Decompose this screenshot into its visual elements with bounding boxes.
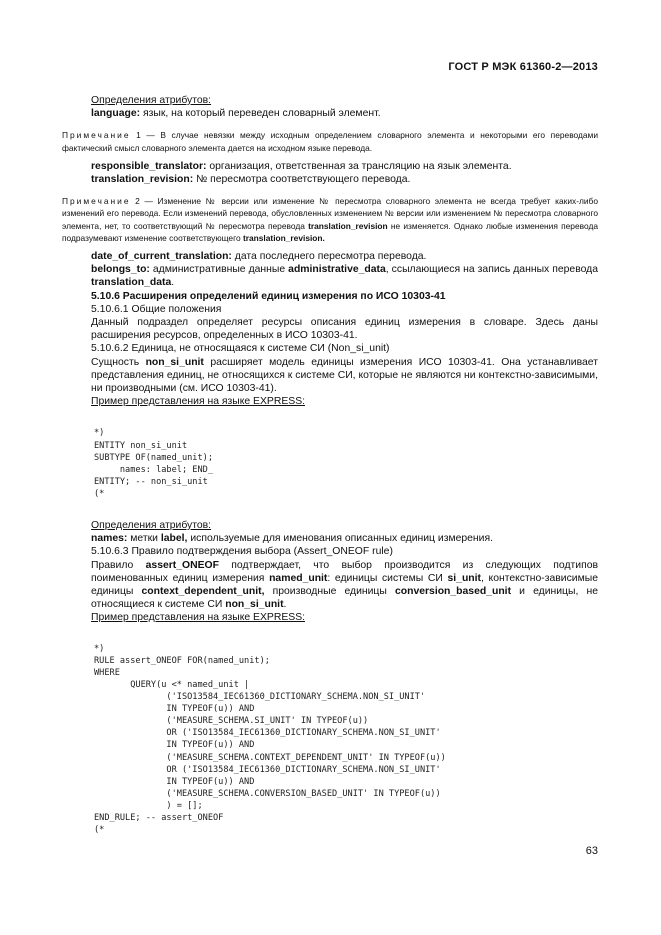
code-line: ENTITY; -- non_si_unit xyxy=(94,476,208,487)
page-number: 63 xyxy=(585,845,598,857)
code-line: OR ('ISO13584_IEC61360_DICTIONARY_SCHEMA.NON_SI_UNIT' xyxy=(94,728,441,739)
code-line: (* xyxy=(94,825,105,836)
section-heading-5-10-6: 5.10.6 Расширения определений единиц измерения по ИСО 10303-41 xyxy=(91,290,446,302)
subsection-5-10-6-1: 5.10.6.1 Общие положения xyxy=(91,303,222,315)
note-1: Примечание 1 — В случае невязки между исходным определением словарного элемента и некоторыми его переводами фактический смысл словарного элемента дается на исходном языке перевода. xyxy=(62,130,598,153)
attribute-definitions-title-2: Определения атрибутов: xyxy=(91,520,212,532)
names-definition: names: метки label, используемые для именования описанных единиц измерения. xyxy=(91,533,493,545)
code-line: IN TYPEOF(u)) AND xyxy=(94,740,255,751)
express-example-title-2: Пример представления на языке EXPRESS: xyxy=(91,612,306,624)
code-line: ('ISO13584_IEC61360_DICTIONARY_SCHEMA.NON_SI_UNIT' xyxy=(94,692,426,703)
code-line: RULE assert_ONEOF FOR(named_unit); xyxy=(94,655,270,666)
code-line: END_RULE; -- assert_ONEOF xyxy=(94,812,224,823)
belongs-to-definition: belongs_to: административные данные administrative_data, ссылающиеся на запись данных перевода translation_data. xyxy=(91,264,598,289)
attribute-definitions-title: Определения атрибутов: xyxy=(91,95,212,106)
code-line: ('MEASURE_SCHEMA.SI_UNIT' IN TYPEOF(u)) xyxy=(94,716,369,727)
language-definition: language: язык, на который переведен словарный элемент. xyxy=(91,108,381,120)
subsection-5-10-6-3: 5.10.6.3 Правило подтверждения выбора (Assert_ONEOF rule) xyxy=(91,546,393,558)
subsection-5-10-6-1-text: Данный подраздел определяет ресурсы описания единиц измерения в словаре. Здесь даны расширения ресурсов, определенных в ИСО 10303-41. xyxy=(91,317,598,342)
note-2: Примечание 2 — Изменение № версии или изменение № пересмотра словарного элемента не всегда требует каких-либо изменений его перевода. Если изменений перевода, обусловленных изменением № версии или изменением № пересмотра словарного элемента, нет, то соответствующий № пересмотра перевода translation_revision не изменяется. Однако любые изменения перевода подразумевают изменение соответствующего translation_revision. xyxy=(62,196,598,243)
code-line: *) xyxy=(94,643,105,654)
responsible-translator-definition: responsible_translator: организация, ответственная за трансляцию на язык элемента. xyxy=(91,160,512,172)
code-line: IN TYPEOF(u)) AND xyxy=(94,776,255,787)
express-example-title-1: Пример представления на языке EXPRESS: xyxy=(91,396,306,408)
subsection-5-10-6-2: 5.10.6.2 Единица, не относящаяся к системе СИ (Non_si_unit) xyxy=(91,343,390,355)
code-line: (* xyxy=(94,488,105,499)
express-code-block-2 xyxy=(94,643,598,837)
code-line: ENTITY non_si_unit xyxy=(94,440,188,451)
code-line: OR ('ISO13584_IEC61360_DICTIONARY_SCHEMA.NON_SI_UNIT' xyxy=(94,764,441,775)
date-of-current-translation-definition: date_of_current_translation: дата последнего пересмотра перевода. xyxy=(91,251,427,263)
code-line: *) xyxy=(94,428,105,439)
express-code-block-1 xyxy=(94,427,598,500)
code-line: SUBTYPE OF(named_unit); xyxy=(94,452,213,463)
translation-revision-definition: translation_revision: № пересмотра соответствующего перевода. xyxy=(91,174,411,186)
code-line: IN TYPEOF(u)) AND xyxy=(94,704,255,715)
code-line: ) = []; xyxy=(94,800,203,811)
document-header: ГОСТ Р МЭК 61360-2—2013 xyxy=(448,61,598,73)
code-line: ('MEASURE_SCHEMA.CONVERSION_BASED_UNIT' IN TYPEOF(u)) xyxy=(94,788,441,799)
page-content xyxy=(62,94,598,836)
subsection-5-10-6-3-text: Правило assert_ONEOF подтверждает, что выбор производится из следующих подтипов поименованных единиц измерения named_unit: единицы системы СИ si_unit, контекстно-зависимые единицы context_dependent_unit, производные единицы conversion_based_unit и единицы, не относящиеся к системе СИ non_si_unit. xyxy=(91,559,598,611)
code-line: QUERY(u <* named_unit | xyxy=(94,679,250,690)
code-line: ('MEASURE_SCHEMA.CONTEXT_DEPENDENT_UNIT' IN TYPEOF(u)) xyxy=(94,752,446,763)
code-line: WHERE xyxy=(94,667,120,678)
code-line: names: label; END_ xyxy=(94,464,213,475)
subsection-5-10-6-2-text: Сущность non_si_unit расширяет модель единицы измерения ИСО 10303-41. Она устанавливает представления единиц, не относящихся к системе СИ, которые не являются ни контекстно-зависимыми, ни производными (см. ИСО 10303-41). xyxy=(91,356,598,395)
